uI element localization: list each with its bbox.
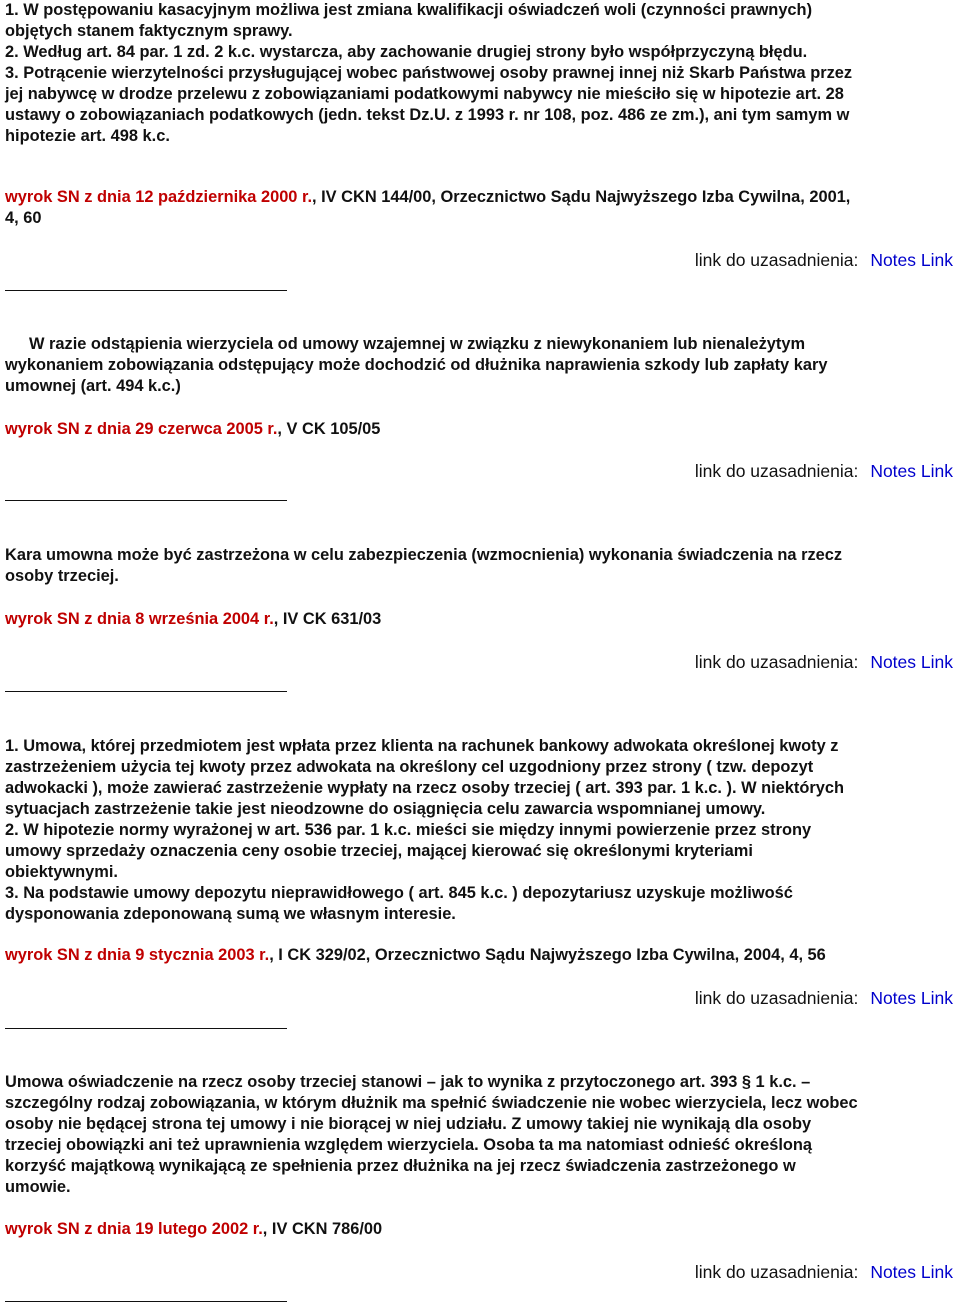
separator-line — [5, 1028, 287, 1029]
link-label: link do uzasadnienia: — [694, 1262, 859, 1282]
ruling-date: wyrok SN z dnia 9 stycznia 2003 r. — [5, 946, 270, 964]
notes-link[interactable]: Notes Link — [870, 250, 953, 270]
justification-link-row — [553, 987, 953, 1009]
justification-link-row — [553, 651, 953, 673]
ruling-reference: , V CK 105/05 — [277, 420, 381, 438]
ruling-date: wyrok SN z dnia 12 października 2000 r. — [5, 188, 313, 206]
ruling-citation — [5, 187, 951, 229]
notes-link[interactable]: Notes Link — [870, 988, 953, 1008]
thesis-text: Kara umowna może być zastrzeżona w celu zabezpieczenia (wzmocnienia) wykonania świadczenia na rzecz osoby trzeciej. — [5, 546, 843, 585]
link-label: link do uzasadnienia: — [694, 461, 859, 481]
separator-line — [5, 1301, 287, 1302]
notes-link[interactable]: Notes Link — [870, 1262, 953, 1282]
thesis-text: 1. W postępowaniu kasacyjnym możliwa jest zmiana kwalifikacji oświadczeń woli (czynności prawnych) objętych stanem faktycznym sprawy. 2. Według art. 84 par. 1 zd. 2 k.c. wystarcza, aby zachowanie drugiej strony było współprzyczyną błędu. 3. Potrącenie wierzytelności przysługującej wobec państwowej osoby prawnej innej niż Skarb Państwa przez jej nabywcę w drodze przelewu z zobowiązaniami podatkowymi nabywcy nie mieściło się w hipotezie art. 28 ustawy o zobowiązaniach podatkowych (jedn. tekst Dz.U. z 1993 r. nr 108, poz. 486 ze zm.), ani tym samym w hipotezie art. 498 k.c. — [5, 1, 853, 145]
link-label: link do uzasadnienia: — [694, 652, 859, 672]
separator-line — [5, 290, 287, 291]
justification-link-row — [553, 1261, 953, 1283]
thesis-text — [5, 334, 951, 397]
separator-line — [5, 500, 287, 501]
ruling-citation — [5, 609, 951, 630]
thesis-text: Umowa oświadczenie na rzecz osoby trzeciej stanowi – jak to wynika z przytoczonego art. 393 § 1 k.c. – szczególny rodzaj zobowiązania, w którym dłużnik ma spełnić świadczenie nie wobec wierzyciela, lecz wobec osoby nie będącej strona tej umowy i nie biorącej w niej udziału. Z umowy takiej nie wynikają dla osoby trzeciej obowiązki ani też uprawnienia względem wierzyciela. Osoba ta ma natomiast odnieść określoną korzyść majątkową wynikającą ze spełnienia przez dłużnika na jej rzecz świadczenia zastrzeżonego w umowie. — [5, 1073, 858, 1196]
ruling-reference: , IV CK 631/03 — [273, 610, 382, 628]
ruling-citation — [5, 945, 951, 966]
justification-link-row — [553, 249, 953, 271]
thesis-body: W razie odstąpienia wierzyciela od umowy wzajemnej w związku z niewykonaniem lub nienależytym wykonaniem zobowiązania odstępujący może dochodzić od dłużnika naprawienia szkody lub zapłaty kary umownej (art. 494 k.c.) — [5, 335, 828, 395]
ruling-reference: , IV CKN 786/00 — [262, 1220, 383, 1238]
ruling-citation — [5, 419, 951, 440]
ruling-date: wyrok SN z dnia 29 czerwca 2005 r. — [5, 420, 278, 438]
link-label: link do uzasadnienia: — [694, 988, 859, 1008]
link-label: link do uzasadnienia: — [694, 250, 859, 270]
notes-link[interactable]: Notes Link — [870, 652, 953, 672]
ruling-citation — [5, 1219, 951, 1240]
justification-link-row — [553, 460, 953, 482]
notes-link[interactable]: Notes Link — [870, 461, 953, 481]
separator-line — [5, 691, 287, 692]
thesis-text: 1. Umowa, której przedmiotem jest wpłata przez klienta na rachunek bankowy adwokata określonej kwoty z zastrzeżeniem użycia tej kwoty przez adwokata na określony cel uzgodniony przez strony ( tzw. depozyt adwokacki ), może zawierać zastrzeżenie wypłaty na rzecz osoby trzeciej ( art. 393 par. 1 k.c. ). W niektórych sytuacjach zastrzeżenie takie jest nieodzowne do osiągnięcia celu zawarcia wspomnianej umowy. 2. W hipotezie normy wyrażonej w art. 536 par. 1 k.c. mieści sie między innymi powierzenie przez strony umowy sprzedaży oznaczenia ceny osobie trzeciej, mającej kierować się określonymi kryteriami obiektywnymi. 3. Na podstawie umowy depozytu nieprawidłowego ( art. 845 k.c. ) depozytariusz uzyskuje możliwość dysponowania zdeponowaną sumą we własnym interesie. — [5, 737, 844, 923]
ruling-reference: , I CK 329/02, Orzecznictwo Sądu Najwyższego Izba Cywilna, 2004, 4, 56 — [269, 946, 826, 964]
ruling-reference: , IV CKN 144/00, Orzecznictwo Sądu Najwyższego Izba Cywilna, 2001, 4, 60 — [5, 188, 851, 227]
ruling-date: wyrok SN z dnia 8 września 2004 r. — [5, 610, 274, 628]
ruling-date: wyrok SN z dnia 19 lutego 2002 r. — [5, 1220, 263, 1238]
